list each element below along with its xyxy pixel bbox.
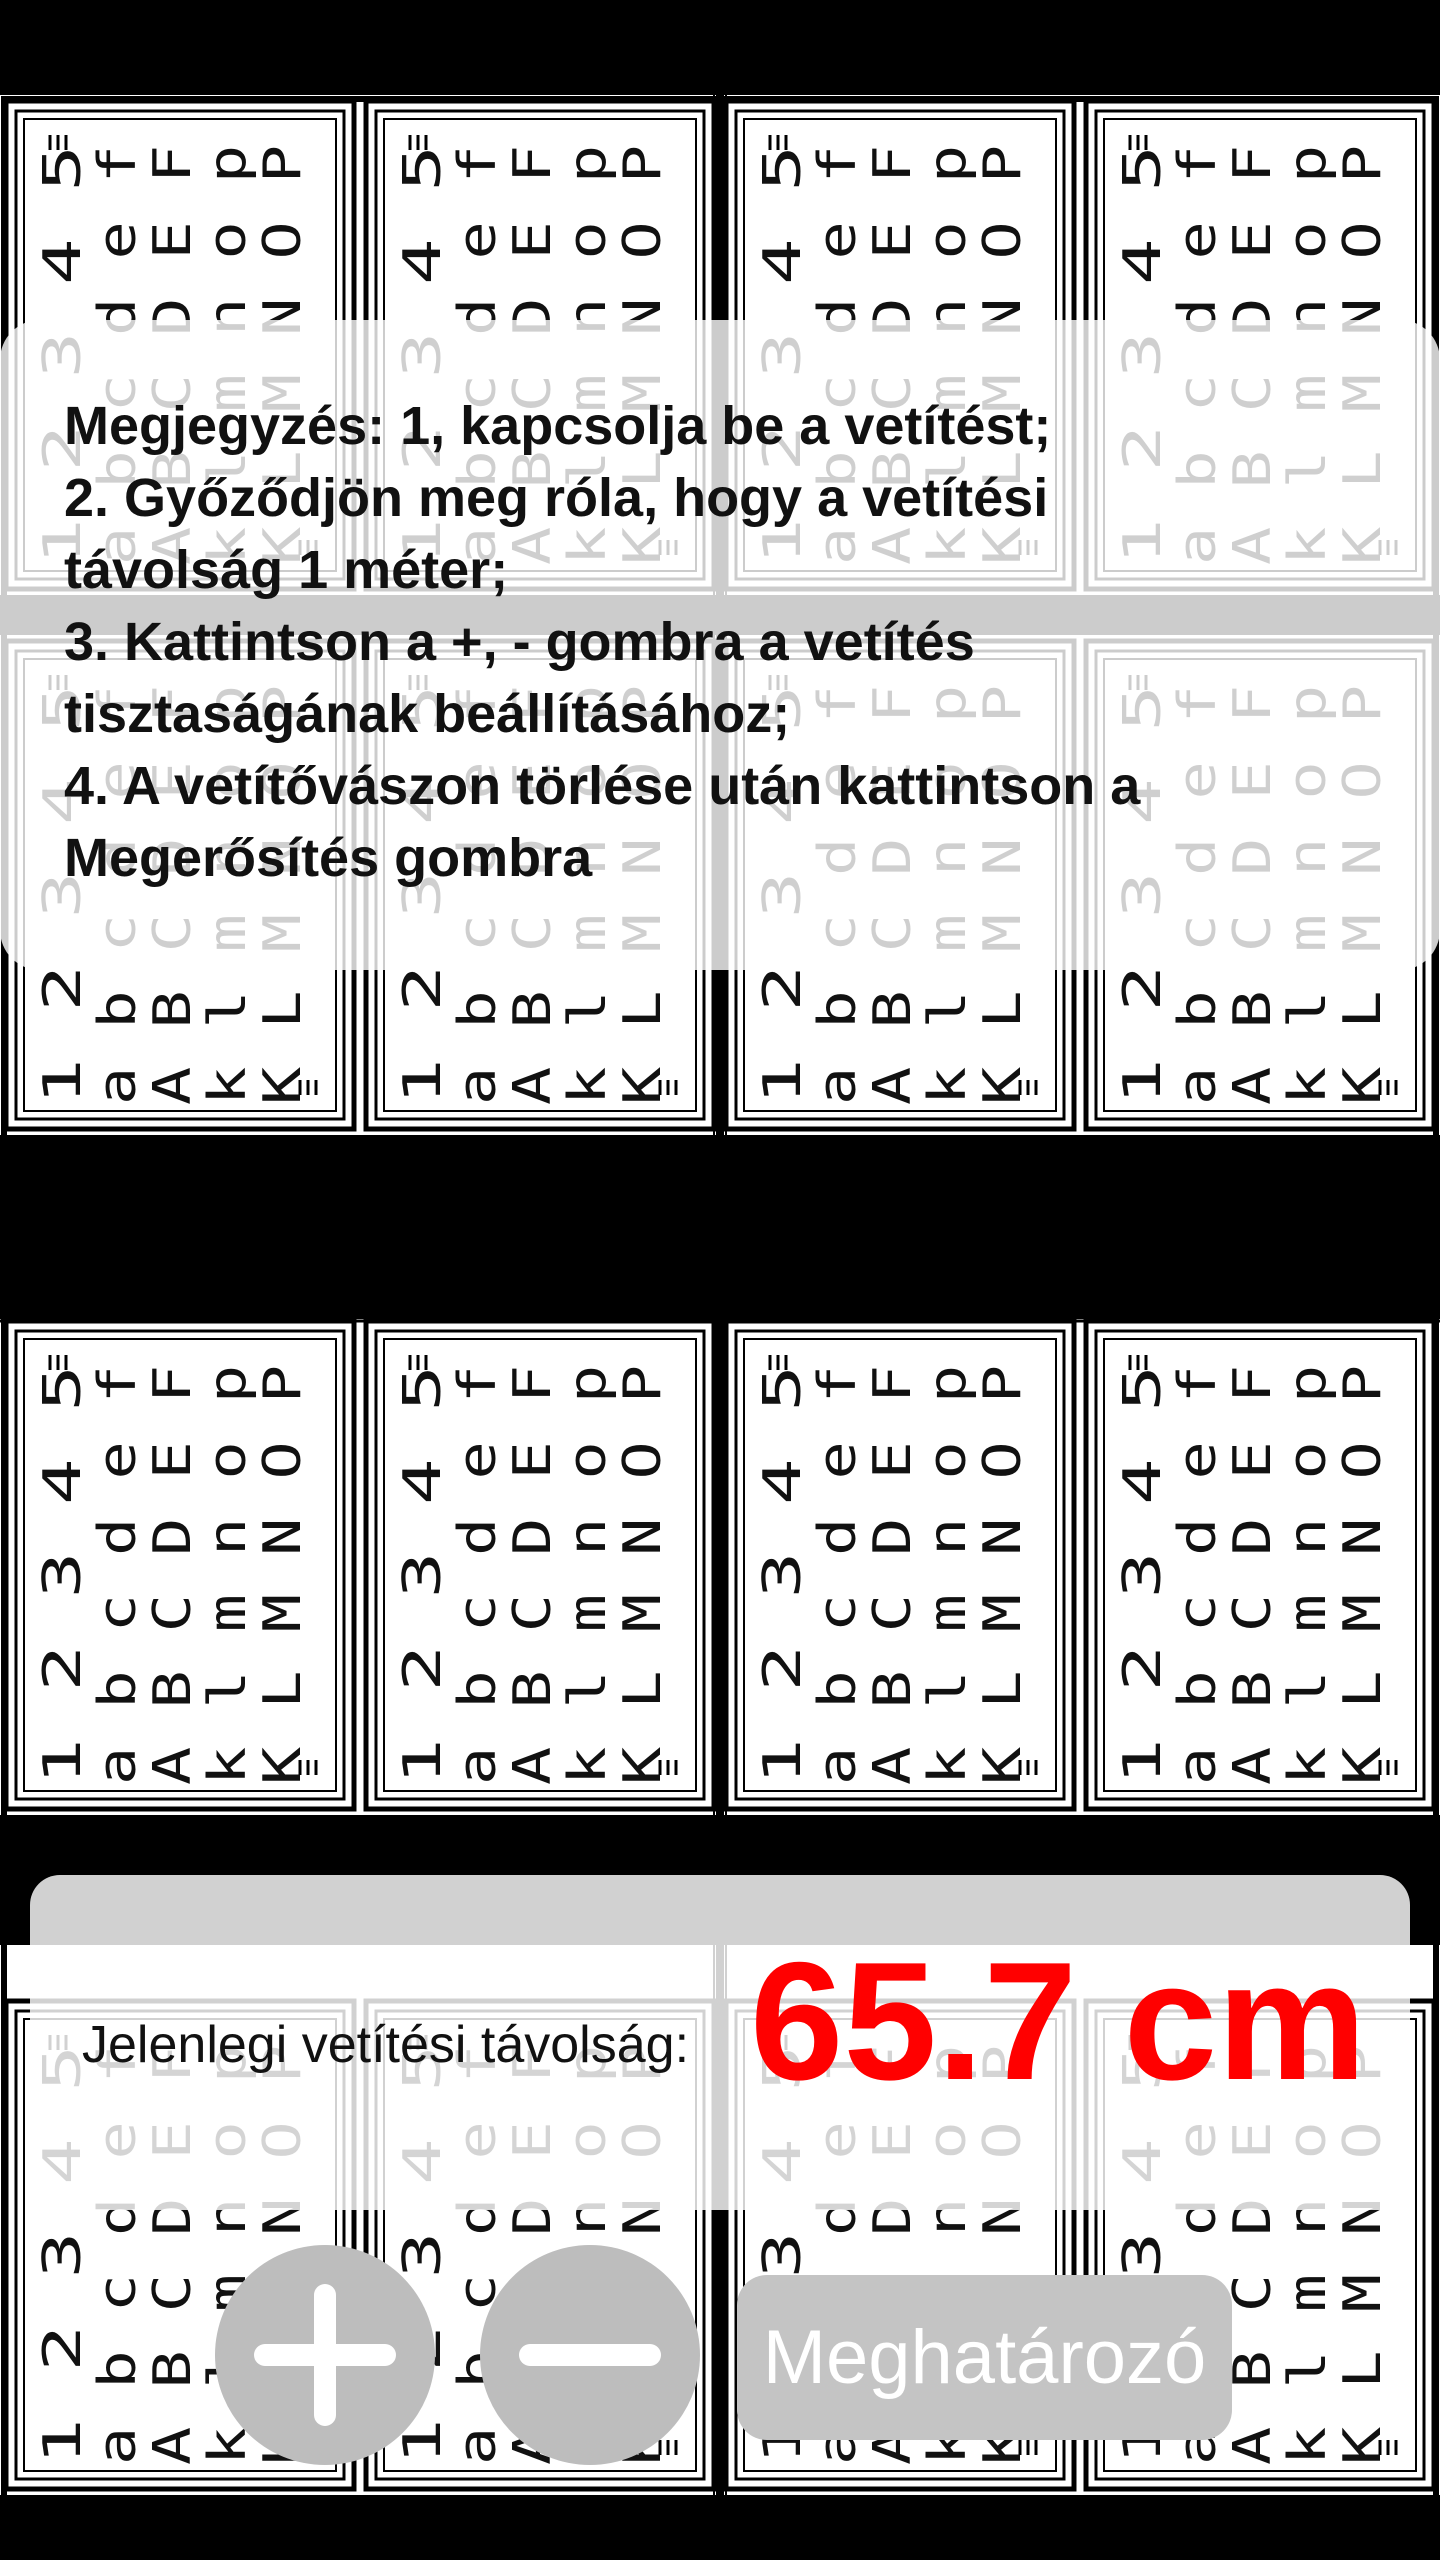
distance-label: Jelenlegi vetítési távolság: xyxy=(82,2016,690,2074)
instruction-panel xyxy=(0,320,1440,970)
minus-icon xyxy=(480,2245,700,2465)
plus-button[interactable] xyxy=(215,2245,435,2465)
instruction-line: tisztaságának beállításához; xyxy=(64,684,791,744)
instruction-line: Megerősítés gombra xyxy=(64,828,593,888)
instruction-line: 3. Kattintson a +, - gombra a vetítés xyxy=(64,612,975,672)
instruction-line: Megjegyzés: 1, kapcsolja be a vetítést; xyxy=(64,396,1052,456)
instruction-line: 4. A vetítővászon törlése után kattintson a xyxy=(64,756,1141,816)
confirm-button[interactable]: Meghatározó xyxy=(737,2275,1232,2440)
plus-icon xyxy=(215,2245,435,2465)
instruction-line: távolság 1 méter; xyxy=(64,540,509,600)
instruction-text xyxy=(64,390,1376,894)
distance-panel xyxy=(30,1875,1410,2210)
instruction-line: 2. Győződjön meg róla, hogy a vetítési xyxy=(64,468,1049,528)
minus-button[interactable] xyxy=(480,2245,700,2465)
status-bar xyxy=(0,0,1440,95)
distance-value: 65.7 cm xyxy=(750,1927,1367,2115)
